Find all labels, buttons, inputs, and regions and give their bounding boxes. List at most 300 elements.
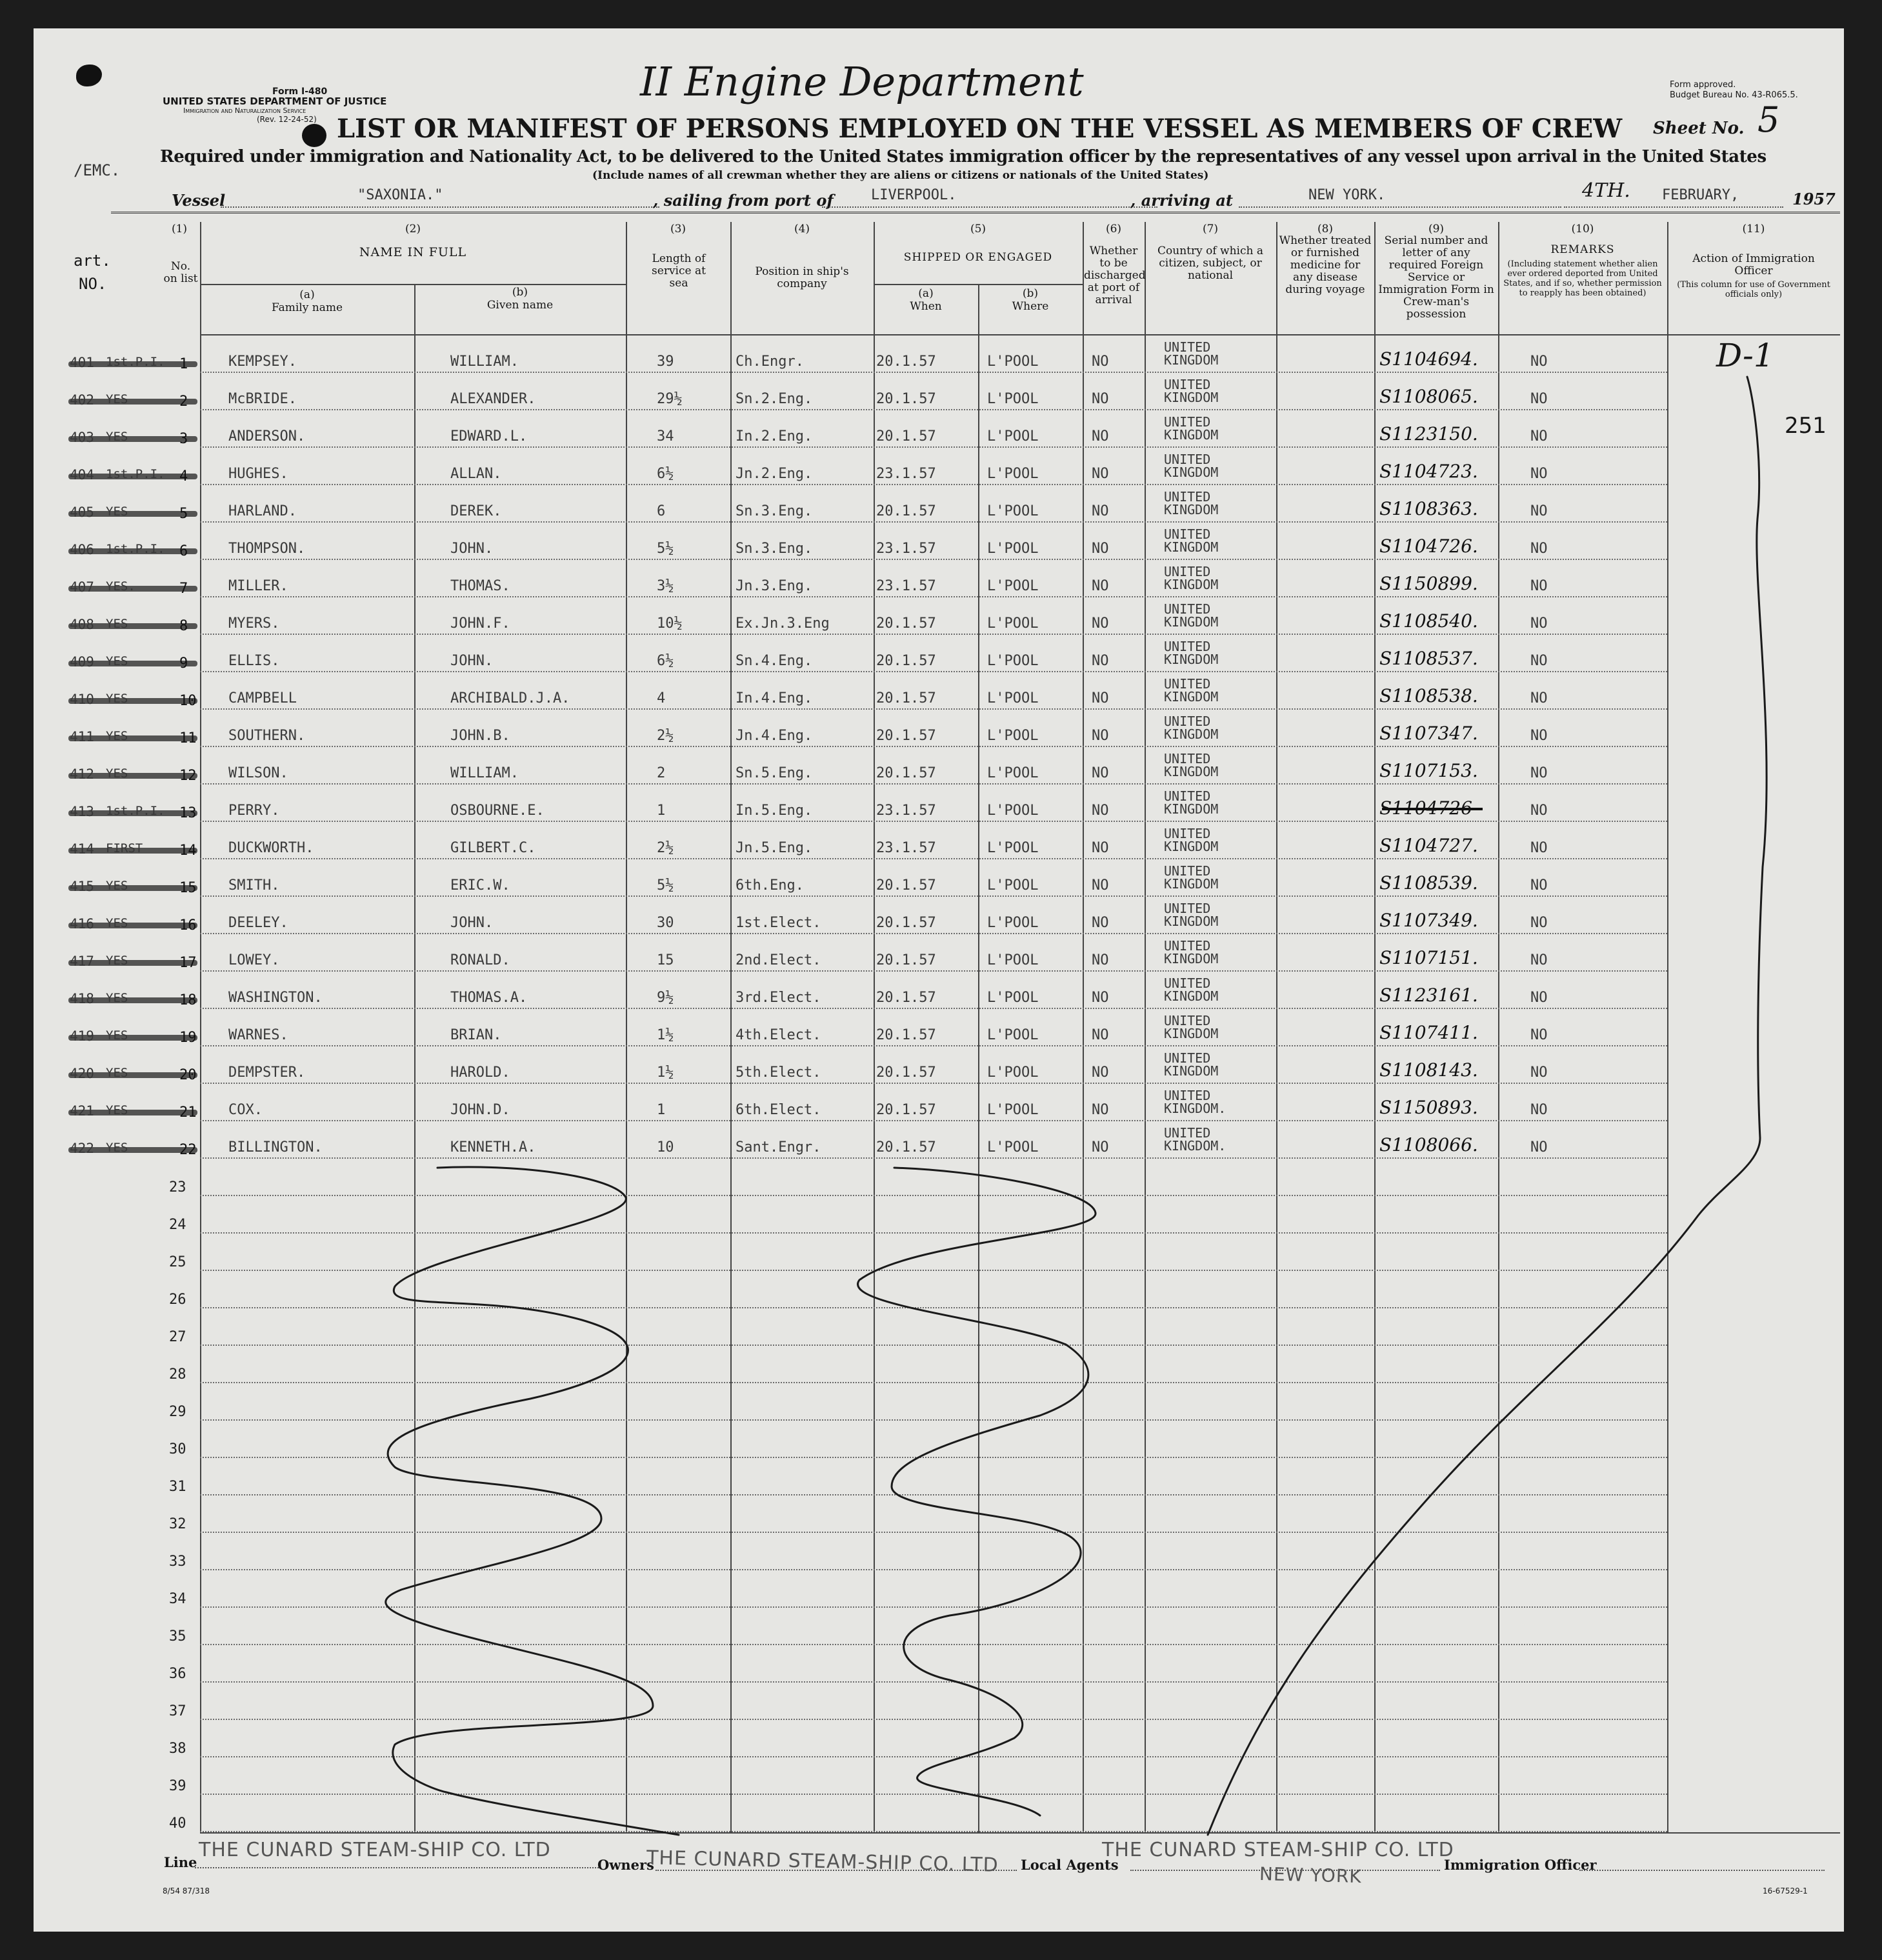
serial-number-cell: S1150899. [1379,573,1478,594]
form-number: Form I-480 [272,86,328,97]
line-number: 9 [179,655,188,672]
shipped-where-cell: L'POOL [987,428,1039,445]
serial-number-cell: S1108143. [1379,1059,1478,1081]
remarks-cell: NO [1530,354,1548,370]
discharged-cell: NO [1092,803,1109,819]
shipped-where-cell: L'POOL [987,915,1039,931]
remarks-cell: NO [1530,803,1548,819]
shipped-when-cell: 20.1.57 [876,1065,936,1081]
subtitle: Required under immigration and Nationality Act, to be delivered to the United States immigration officer by the representatives of any vessel upon arrival in the United States [160,147,1767,166]
position-cell: In.5.Eng. [736,803,813,819]
col5a-letter: (a) [918,287,934,300]
sheet-number: 5 [1757,99,1780,140]
shipped-where-cell: L'POOL [987,1102,1039,1118]
print-code-left: 8/54 87/318 [163,1886,210,1895]
port-from: LIVERPOOL. [871,187,957,203]
remarks-cell: NO [1530,1065,1548,1081]
shipped-where-cell: L'POOL [987,615,1039,632]
position-cell: 3rd.Elect. [736,990,821,1006]
footer-agents-city: NEW YORK [1259,1863,1363,1888]
shipped-where-cell: L'POOL [987,803,1039,819]
col5b-letter: (b) [1022,287,1039,300]
remarks-cell: NO [1530,990,1548,1006]
discharged-cell: NO [1092,728,1109,744]
serial-number-cell: S1107153. [1379,760,1478,781]
serial-number-cell: S1107349. [1379,910,1478,931]
col4-number: (4) [794,223,810,235]
serial-number-cell: S1108539. [1379,872,1478,894]
footer-owners-label: Owners [597,1857,654,1873]
footer-agents-stamp: THE CUNARD STEAM-SHIP CO. LTD [1102,1839,1454,1861]
line-number: 4 [179,468,188,485]
service-length-cell: 4 [657,690,666,706]
sailing-label: , sailing from port of [653,191,834,210]
family-name-cell: PERRY. [228,803,280,819]
form-approved: Form approved. [1670,80,1736,90]
serial-number-cell: S1104726. [1379,535,1478,557]
remarks-cell: NO [1530,877,1548,894]
empty-line-number: 37 [169,1703,186,1719]
budget-bureau: Budget Bureau No. 43-R065.5. [1670,90,1798,100]
family-name-cell: THOMPSON. [228,541,306,557]
country-cell: UNITED KINGDOM [1164,564,1219,592]
remarks-cell: NO [1530,541,1548,557]
country-cell: UNITED KINGDOM [1164,377,1219,405]
country-cell: UNITED KINGDOM [1164,639,1219,667]
position-cell: Ex.Jn.3.Eng [736,615,830,632]
discharged-cell: NO [1092,1102,1109,1118]
remarks-cell: NO [1530,578,1548,594]
shipped-when-cell: 20.1.57 [876,354,936,370]
line-number: 11 [179,730,197,746]
col2b-letter: (b) [512,286,528,299]
position-cell: Sn.3.Eng. [736,503,813,519]
family-name-cell: DEELEY. [228,915,288,931]
col5b-header: Where [1012,300,1049,313]
shipped-when-cell: 20.1.57 [876,877,936,894]
shipped-when-cell: 20.1.57 [876,428,936,445]
given-name-cell: EDWARD.L. [450,428,528,445]
service-length-cell: 10½ [657,615,683,632]
print-code-right: 16-67529-1 [1763,1886,1808,1895]
line-number: 10 [179,693,197,709]
family-name-cell: McBRIDE. [228,391,297,407]
service-length-cell: 1 [657,1102,666,1118]
col10-note: (Including statement whether alien ever ordered deported from United States, and if so, whether permission to reapply has been obtained) [1503,259,1662,298]
position-cell: Sn.2.Eng. [736,391,813,407]
left-code: /EMC. [74,161,121,179]
position-cell: In.4.Eng. [736,690,813,706]
art-label: art. [74,252,111,270]
given-name-cell: ALLAN. [450,466,502,482]
col1-header: No. on list [163,260,198,285]
art-no-label: NO. [79,275,107,293]
arrival-year: 1957 [1792,190,1836,208]
country-cell: UNITED KINGDOM [1164,714,1219,742]
line-number: 13 [179,805,197,821]
shipped-when-cell: 20.1.57 [876,1102,936,1118]
serial-number-cell: S1123150. [1379,423,1478,445]
remarks-cell: NO [1530,653,1548,669]
given-name-cell: OSBOURNE.E. [450,803,545,819]
given-name-cell: THOMAS. [450,578,510,594]
service-length-cell: 30 [657,915,674,931]
shipped-where-cell: L'POOL [987,952,1039,968]
remarks-cell: NO [1530,391,1548,407]
empty-line-number: 27 [169,1329,186,1345]
serial-number-cell: S1108363. [1379,498,1478,519]
shipped-where-cell: L'POOL [987,466,1039,482]
country-cell: UNITED KINGDOM [1164,526,1219,555]
country-cell: UNITED KINGDOM. [1164,1125,1226,1154]
col9-header: Serial number and letter of any required Foreign Service or Immigration Form in Crew-man's possession [1378,234,1494,321]
col3-header: Length of service at sea [652,252,706,290]
officer-number: 251 [1785,413,1827,439]
given-name-cell: KENNETH.A. [450,1139,536,1155]
shipped-where-cell: L'POOL [987,354,1039,370]
position-cell: 2nd.Elect. [736,952,821,968]
service-length-cell: 34 [657,428,674,445]
country-cell: UNITED KINGDOM [1164,414,1219,443]
line-number: 22 [179,1142,197,1158]
given-name-scribble [386,1167,679,1835]
shipped-where-cell: L'POOL [987,391,1039,407]
serial-number-cell: S1104694. [1379,348,1478,370]
family-name-cell: HUGHES. [228,466,288,482]
serial-number-cell: S1150893. [1379,1097,1478,1118]
col8-header: Whether treated or furnished medicine for any disease during voyage [1279,234,1372,296]
manifest-sheet [34,28,1844,1932]
position-cell: Sn.5.Eng. [736,765,813,781]
serial-number-cell: S1104727. [1379,835,1478,856]
line-number: 18 [179,992,197,1008]
position-scribble [858,1168,1096,1815]
empty-line-number: 30 [169,1441,186,1457]
position-cell: 6th.Eng. [736,877,804,894]
discharged-cell: NO [1092,990,1109,1006]
remarks-cell: NO [1530,1139,1548,1155]
discharged-cell: NO [1092,391,1109,407]
remarks-cell: NO [1530,728,1548,744]
col2b-header: Given name [486,299,554,312]
empty-line-number: 33 [169,1554,186,1570]
country-cell: UNITED KINGDOM [1164,938,1219,966]
empty-line-number: 25 [169,1254,186,1270]
port-to: NEW YORK. [1308,187,1386,203]
shipped-when-cell: 23.1.57 [876,578,936,594]
family-name-cell: WASHINGTON. [228,990,323,1006]
discharged-cell: NO [1092,1027,1109,1043]
vessel-label: Vessel [172,191,226,210]
empty-line-number: 36 [169,1666,186,1682]
col2a-header: Family name [271,301,343,314]
shipped-where-cell: L'POOL [987,578,1039,594]
line-number: 14 [179,843,197,859]
given-name-cell: JOHN.D. [450,1102,510,1118]
officer-mark: D-1 [1716,337,1774,374]
col11-note: (This column for use of Government officials only) [1677,280,1830,299]
discharged-cell: NO [1092,915,1109,931]
col7-number: (7) [1202,223,1219,235]
service-name: Immigration and Naturalization Service [183,106,306,115]
family-name-cell: DEMPSTER. [228,1065,306,1081]
discharged-cell: NO [1092,840,1109,856]
empty-line-number: 32 [169,1516,186,1532]
remarks-cell: NO [1530,503,1548,519]
given-name-cell: WILLIAM. [450,765,519,781]
col11-number: (11) [1742,223,1765,235]
given-name-cell: WILLIAM. [450,354,519,370]
shipped-when-cell: 20.1.57 [876,653,936,669]
position-cell: Ch.Engr. [736,354,804,370]
country-cell: UNITED KINGDOM. [1164,1088,1226,1116]
country-cell: UNITED KINGDOM [1164,975,1219,1004]
shipped-where-cell: L'POOL [987,765,1039,781]
shipped-where-cell: L'POOL [987,1027,1039,1043]
col2-header: NAME IN FULL [359,245,467,259]
arrival-month: FEBRUARY, [1662,187,1739,203]
shipped-when-cell: 20.1.57 [876,615,936,632]
service-length-cell: 2½ [657,840,674,856]
footer-line-stamp: THE CUNARD STEAM-SHIP CO. LTD [199,1839,551,1861]
service-length-cell: 1½ [657,1065,674,1081]
family-name-cell: DUCKWORTH. [228,840,314,856]
line-number: 16 [179,917,197,934]
subtitle-note: (Include names of all crewman whether they are aliens or citizens or nationals of the United States) [592,169,1209,182]
family-name-cell: SOUTHERN. [228,728,306,744]
discharged-cell: NO [1092,428,1109,445]
line-number: 8 [179,618,188,634]
empty-line-number: 28 [169,1366,186,1383]
position-cell: Sn.4.Eng. [736,653,813,669]
vessel-name: "SAXONIA." [357,187,443,203]
col9-number: (9) [1428,223,1445,235]
serial-number-cell: S1108537. [1379,648,1478,669]
discharged-cell: NO [1092,541,1109,557]
given-name-cell: JOHN. [450,653,494,669]
service-length-cell: 29½ [657,391,683,407]
given-name-cell: BRIAN. [450,1027,502,1043]
service-length-cell: 39 [657,354,674,370]
remarks-cell: NO [1530,1027,1548,1043]
line-number: 12 [179,768,197,784]
discharged-cell: NO [1092,354,1109,370]
empty-line-number: 35 [169,1628,186,1645]
footer-officer-rule [1579,1870,1825,1871]
country-cell: UNITED KINGDOM [1164,751,1219,779]
service-length-cell: 1 [657,803,666,819]
discharged-cell: NO [1092,503,1109,519]
line-number: 21 [179,1105,197,1121]
shipped-when-cell: 23.1.57 [876,466,936,482]
footer-line-rule [195,1867,601,1868]
remarks-cell: NO [1530,428,1548,445]
line-number: 15 [179,880,197,896]
family-name-cell: KEMPSEY. [228,354,297,370]
position-cell: Jn.3.Eng. [736,578,813,594]
country-cell: UNITED KINGDOM [1164,788,1219,817]
remarks-cell: NO [1530,952,1548,968]
service-length-cell: 6½ [657,466,674,482]
serial-number-cell: S1123161. [1379,985,1478,1006]
remarks-cell: NO [1530,466,1548,482]
footer-agents-rule [1130,1870,1440,1871]
empty-line-number: 29 [169,1404,186,1420]
service-length-cell: 9½ [657,990,674,1006]
footer-line-label: Line [164,1854,197,1870]
serial-number-cell: S1104726 [1379,797,1472,819]
line-number: 20 [179,1067,197,1083]
line-number: 17 [179,955,197,971]
footer-officer-label: Immigration Officer [1444,1857,1597,1873]
shipped-when-cell: 23.1.57 [876,840,936,856]
col7-header: Country of which a citizen, subject, or national [1157,245,1263,282]
given-name-cell: JOHN.F. [450,615,510,632]
line-number: 2 [179,394,188,410]
cancellation-scribbles [34,28,1844,1932]
empty-line-number: 38 [169,1741,186,1757]
officer-bracket [1208,377,1767,1835]
remarks-cell: NO [1530,1102,1548,1118]
family-name-cell: MILLER. [228,578,288,594]
service-length-cell: 1½ [657,1027,674,1043]
shipped-when-cell: 23.1.57 [876,541,936,557]
shipped-where-cell: L'POOL [987,728,1039,744]
col5a-header: When [910,300,942,313]
country-cell: UNITED KINGDOM [1164,601,1219,630]
remarks-cell: NO [1530,915,1548,931]
country-cell: UNITED KINGDOM [1164,452,1219,480]
col4-header: Position in ship's company [755,265,849,290]
given-name-cell: JOHN. [450,915,494,931]
col10-header: REMARKS [1550,243,1615,256]
shipped-where-cell: L'POOL [987,541,1039,557]
discharged-cell: NO [1092,1065,1109,1081]
discharged-cell: NO [1092,877,1109,894]
service-length-cell: 10 [657,1139,674,1155]
family-name-cell: WILSON. [228,765,288,781]
country-cell: UNITED KINGDOM [1164,339,1219,368]
shipped-when-cell: 23.1.57 [876,803,936,819]
position-cell: Sn.3.Eng. [736,541,813,557]
shipped-when-cell: 20.1.57 [876,1027,936,1043]
empty-line-number: 24 [169,1217,186,1233]
col10-number: (10) [1571,223,1594,235]
shipped-when-cell: 20.1.57 [876,391,936,407]
col11-header: Action of Immigration Officer [1692,252,1815,277]
col1-number: (1) [171,223,188,235]
empty-line-number: 31 [169,1479,186,1495]
shipped-when-cell: 20.1.57 [876,990,936,1006]
given-name-cell: ERIC.W. [450,877,510,894]
service-length-cell: 2 [657,765,666,781]
footer-agents-label: Local Agents [1021,1857,1119,1873]
country-cell: UNITED KINGDOM [1164,676,1219,705]
serial-number-cell: S1107347. [1379,723,1478,744]
discharged-cell: NO [1092,690,1109,706]
serial-number-cell: S1104723. [1379,461,1478,482]
service-length-cell: 15 [657,952,674,968]
line-number: 19 [179,1030,197,1046]
country-cell: UNITED KINGDOM [1164,826,1219,854]
shipped-where-cell: L'POOL [987,990,1039,1006]
family-name-cell: MYERS. [228,615,280,632]
position-cell: Jn.4.Eng. [736,728,813,744]
shipped-when-cell: 20.1.57 [876,952,936,968]
remarks-cell: NO [1530,765,1548,781]
discharged-cell: NO [1092,765,1109,781]
position-cell: Jn.5.Eng. [736,840,813,856]
serial-number-cell: S1108538. [1379,685,1478,706]
discharged-cell: NO [1092,653,1109,669]
family-name-cell: ELLIS. [228,653,280,669]
service-length-cell: 3½ [657,578,674,594]
shipped-where-cell: L'POOL [987,877,1039,894]
position-cell: 6th.Elect. [736,1102,821,1118]
footer-owners-rule [656,1870,1017,1871]
form-revision: (Rev. 12-24-52) [257,115,317,124]
col2a-letter: (a) [299,288,315,301]
serial-number-cell: S1107151. [1379,947,1478,968]
col6-header: Whether to be discharged at port of arrival [1084,245,1146,306]
given-name-cell: GILBERT.C. [450,840,536,856]
shipped-when-cell: 20.1.57 [876,728,936,744]
sheet-label: Sheet No. [1653,119,1745,138]
service-length-cell: 5½ [657,541,674,557]
handwritten-title: II Engine Department [640,58,1084,105]
shipped-where-cell: L'POOL [987,1139,1039,1155]
country-cell: UNITED KINGDOM [1164,1013,1219,1041]
shipped-where-cell: L'POOL [987,1065,1039,1081]
empty-line-number: 39 [169,1778,186,1794]
shipped-when-cell: 20.1.57 [876,915,936,931]
line-number: 6 [179,543,188,559]
family-name-cell: HARLAND. [228,503,297,519]
shipped-when-cell: 20.1.57 [876,1139,936,1155]
line-number: 3 [179,431,188,447]
serial-number-cell: S1108065. [1379,386,1478,407]
shipped-where-cell: L'POOL [987,840,1039,856]
shipped-when-cell: 20.1.57 [876,503,936,519]
family-name-cell: COX. [228,1102,263,1118]
col6-number: (6) [1105,223,1122,235]
col5-header: SHIPPED OR ENGAGED [903,251,1053,264]
service-length-cell: 5½ [657,877,674,894]
main-title: LIST OR MANIFEST OF PERSONS EMPLOYED ON THE VESSEL AS MEMBERS OF CREW [337,114,1623,144]
family-name-cell: BILLINGTON. [228,1139,323,1155]
service-length-cell: 2½ [657,728,674,744]
discharged-cell: NO [1092,952,1109,968]
serial-number-cell: S1108066. [1379,1134,1478,1155]
empty-line-number: 34 [169,1591,186,1607]
country-cell: UNITED KINGDOM [1164,863,1219,892]
shipped-where-cell: L'POOL [987,690,1039,706]
service-length-cell: 6 [657,503,666,519]
family-name-cell: SMITH. [228,877,280,894]
family-name-cell: LOWEY. [228,952,280,968]
arrival-day: 4TH. [1582,179,1630,202]
shipped-where-cell: L'POOL [987,653,1039,669]
position-cell: 5th.Elect. [736,1065,821,1081]
line-number: 7 [179,581,188,597]
given-name-cell: DEREK. [450,503,502,519]
given-name-cell: RONALD. [450,952,510,968]
empty-line-number: 23 [169,1179,186,1195]
family-name-cell: ANDERSON. [228,428,306,445]
shipped-when-cell: 20.1.57 [876,690,936,706]
remarks-cell: NO [1530,615,1548,632]
serial-number-cell: S1108540. [1379,610,1478,632]
